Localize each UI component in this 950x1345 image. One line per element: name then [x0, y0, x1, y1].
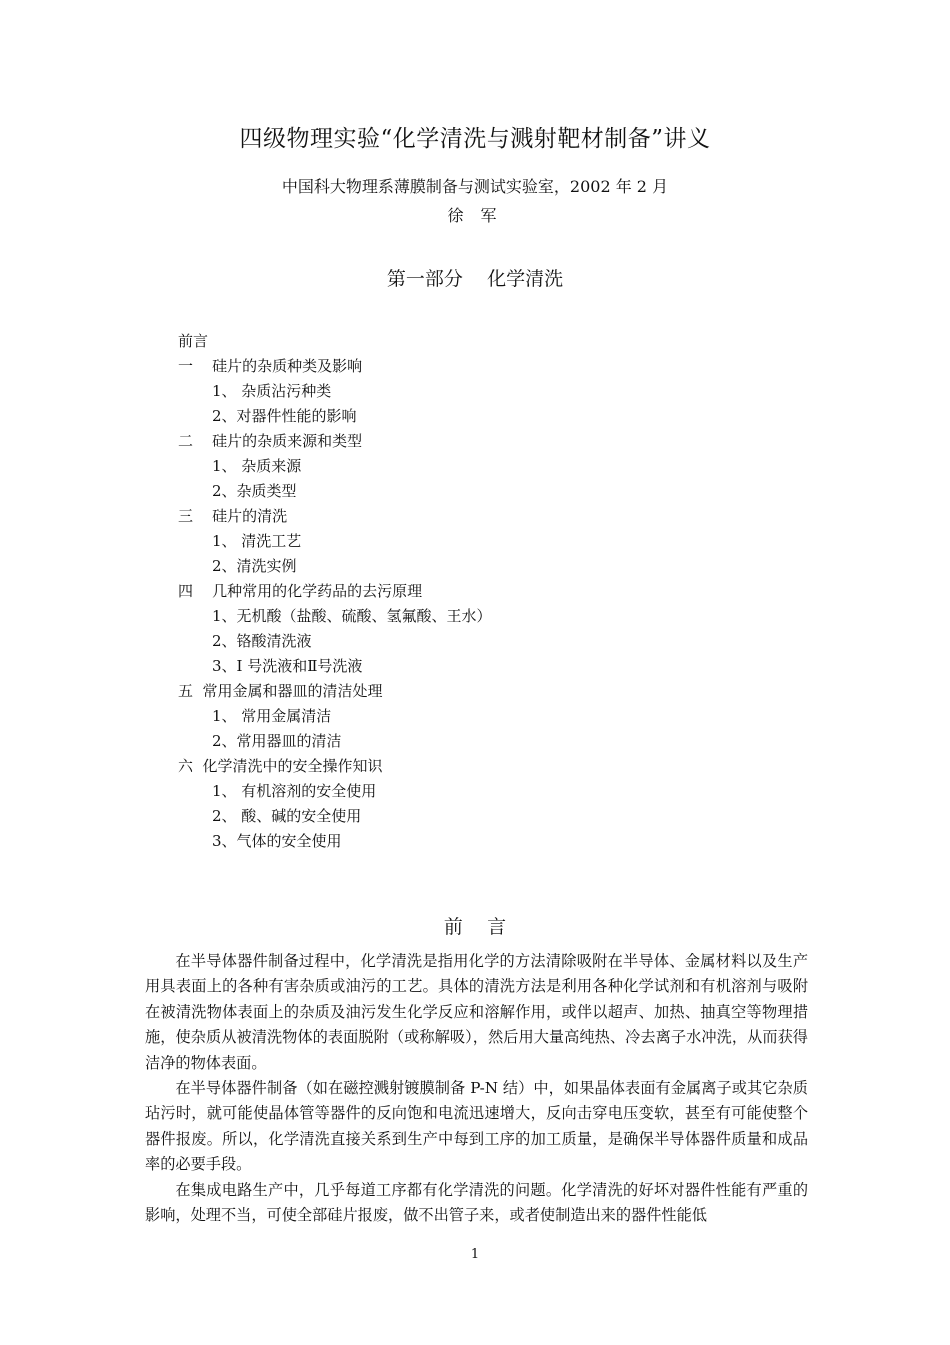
toc-item: 一 硅片的杂质种类及影响: [178, 357, 363, 375]
document-author: 徐 军: [447, 206, 503, 225]
toc-item: 五 常用金属和器皿的清洁处理: [178, 682, 383, 700]
toc-subitem: 1、 杂质沾污种类: [212, 382, 332, 400]
part-title: 第一部分 化学清洗: [386, 268, 564, 290]
toc-subitem: 2、 酸、碱的安全使用: [212, 807, 362, 825]
preface-paragraph: 在集成电路生产中，几乎每道工序都有化学清洗的问题。化学清洗的好坏对器件性能有严重的影响，处理不当，可使全部硅片报废，做不出管子来，或者使制造出来的器件性能低: [145, 1180, 808, 1225]
table-of-contents: [178, 329, 818, 854]
toc-subitem: 1、 常用金属清洁: [212, 707, 332, 725]
toc-subitem: 2、杂质类型: [212, 482, 297, 500]
preface-paragraph: 在半导体器件制备（如在磁控溅射镀膜制备 P-N 结）中，如果晶体表面有金属离子或其它杂质玷污时，就可能使晶体管等器件的反向饱和电流迅速增大，反向击穿电压变软，甚至有可能使整个器件报废。所以，化学清洗直接关系到生产中每到工序的加工质量，是确保半导体器件质量和成品率的必要手段。: [145, 1079, 808, 1174]
toc-subitem: 2、铬酸清洗液: [212, 632, 312, 650]
toc-subitem: 1、 清洗工艺: [212, 532, 302, 550]
preface-body: [145, 949, 808, 1228]
toc-subitem: 3、I 号洗液和Ⅱ号洗液: [212, 657, 363, 675]
toc-item: 四 几种常用的化学药品的去污原理: [178, 582, 423, 600]
toc-subitem: 1、 有机溶剂的安全使用: [212, 782, 377, 800]
toc-subitem: 3、气体的安全使用: [212, 832, 342, 850]
toc-subitem: 1、 杂质来源: [212, 457, 302, 475]
toc-item: 三 硅片的清洗: [178, 507, 288, 525]
toc-item: 二 硅片的杂质来源和类型: [178, 432, 363, 450]
preface-paragraph: 在半导体器件制备过程中，化学清洗是指用化学的方法清除吸附在半导体、金属材料以及生产用具表面上的各种有害杂质或油污的工艺。具体的清洗方法是利用各种化学试剂和有机溶剂与吸附在被清洗物体表面上的杂质及油污发生化学反应和溶解作用，或伴以超声、加热、抽真空等物理措施，使杂质从被清洗物体的表面脱附（或称解吸），然后用大量高纯热、冷去离子水冲洗，从而获得洁净的物体表面。: [145, 952, 808, 1072]
toc-subitem: 2、常用器皿的清洁: [212, 732, 342, 750]
preface-title: 前 言: [443, 916, 507, 938]
toc-item: 前言: [178, 332, 209, 350]
document-title: 四级物理实验“化学清洗与溅射靶材制备”讲义: [239, 126, 711, 152]
toc-subitem: 1、无机酸（盐酸、硫酸、氢氟酸、王水）: [212, 607, 492, 625]
toc-item: 六 化学清洗中的安全操作知识: [178, 757, 383, 775]
document-subtitle: 中国科大物理系薄膜制备与测试实验室，2002 年 2 月: [281, 177, 669, 196]
page-number: 1: [470, 1247, 480, 1262]
toc-subitem: 2、对器件性能的影响: [212, 407, 357, 425]
toc-subitem: 2、清洗实例: [212, 557, 297, 575]
